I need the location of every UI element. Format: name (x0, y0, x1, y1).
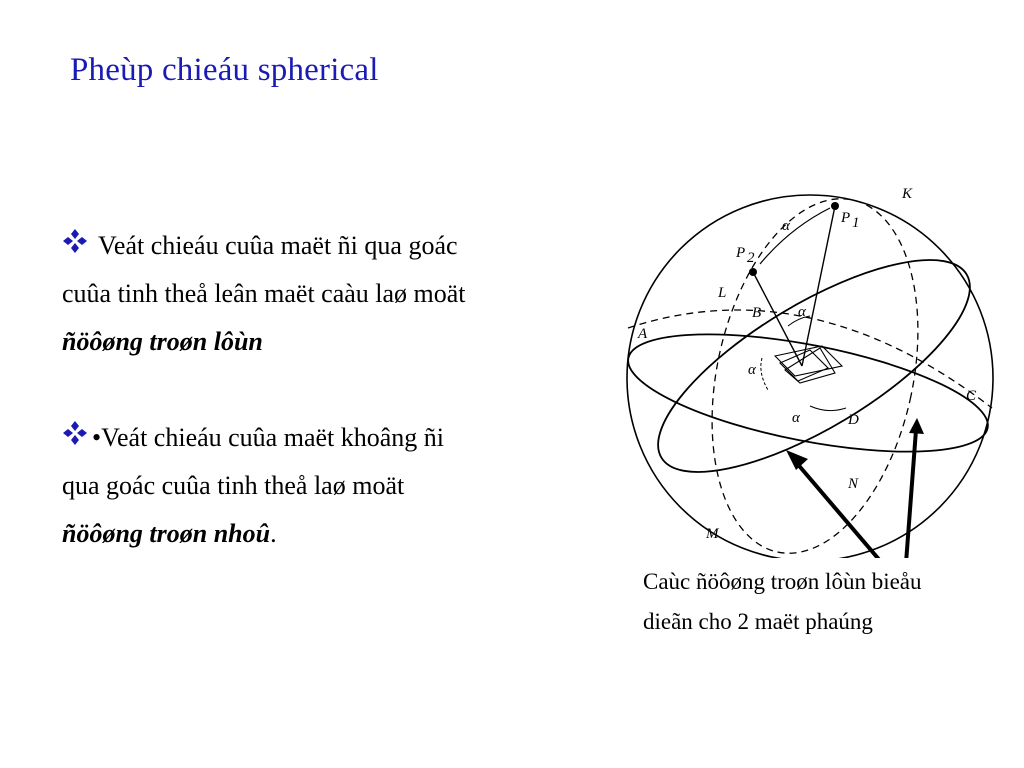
dashed-great-circle-vertical (682, 180, 949, 558)
bullet-list (62, 222, 562, 606)
alpha-arc-poles (760, 208, 830, 264)
label-K: K (902, 186, 913, 202)
bullet-2-line-2: qua goác cuûa tinh theå laø moät (62, 471, 405, 500)
bullet-item-1 (62, 222, 562, 366)
bullet-2-emphasis: ñöôøng troøn nhoû (62, 519, 271, 548)
bullet-2-line-1: •Veát chieáu cuûa maët khoâng ñi (92, 423, 445, 452)
page-title: Pheùp chieáu spherical (70, 52, 379, 88)
pole-P1-dot (831, 202, 839, 210)
normal-to-P1 (802, 206, 835, 366)
label-N: N (848, 476, 859, 492)
arrow-to-circle-1 (786, 450, 882, 558)
caption-line-2: dieãn cho 2 maët phaúng (643, 609, 873, 634)
pole-P2-dot (749, 268, 757, 276)
central-planes (775, 346, 842, 383)
sphere-outline (627, 195, 993, 558)
arrow-to-circle-2 (906, 418, 924, 558)
label-L: L (718, 285, 727, 301)
label-A: A (638, 326, 648, 342)
diamond-bullet-icon (62, 222, 92, 254)
figure-caption (643, 562, 1003, 642)
label-B: B (752, 305, 762, 321)
label-M: M (706, 526, 719, 542)
bullet-2-suffix: . (270, 519, 277, 548)
great-circle-tilted (629, 221, 998, 511)
caption-line-1: Caùc ñöôøng troøn lôùn bieåu (643, 569, 922, 594)
bullet-1-emphasis: ñöôøng troøn lôùn (62, 327, 263, 356)
label-P1-sub: 1 (852, 215, 860, 231)
label-C: C (966, 388, 977, 404)
label-P2: P (736, 245, 746, 261)
label-alpha-1: α (782, 218, 790, 234)
label-alpha-2: α (798, 304, 806, 320)
bullet-1-line-2: cuûa tinh theå leân maët caàu laø moät (62, 279, 466, 308)
bullet-1-line-1: Veát chieáu cuûa maët ñi qua goác (92, 231, 458, 260)
diamond-bullet-icon (62, 414, 92, 446)
bullet-item-2 (62, 414, 562, 558)
spherical-projection-diagram (610, 178, 1010, 558)
label-alpha-3: α (748, 362, 756, 378)
label-D: D (848, 412, 859, 428)
label-alpha-4: α (792, 410, 800, 426)
label-P1: P (841, 210, 851, 226)
label-P2-sub: 2 (747, 250, 755, 266)
